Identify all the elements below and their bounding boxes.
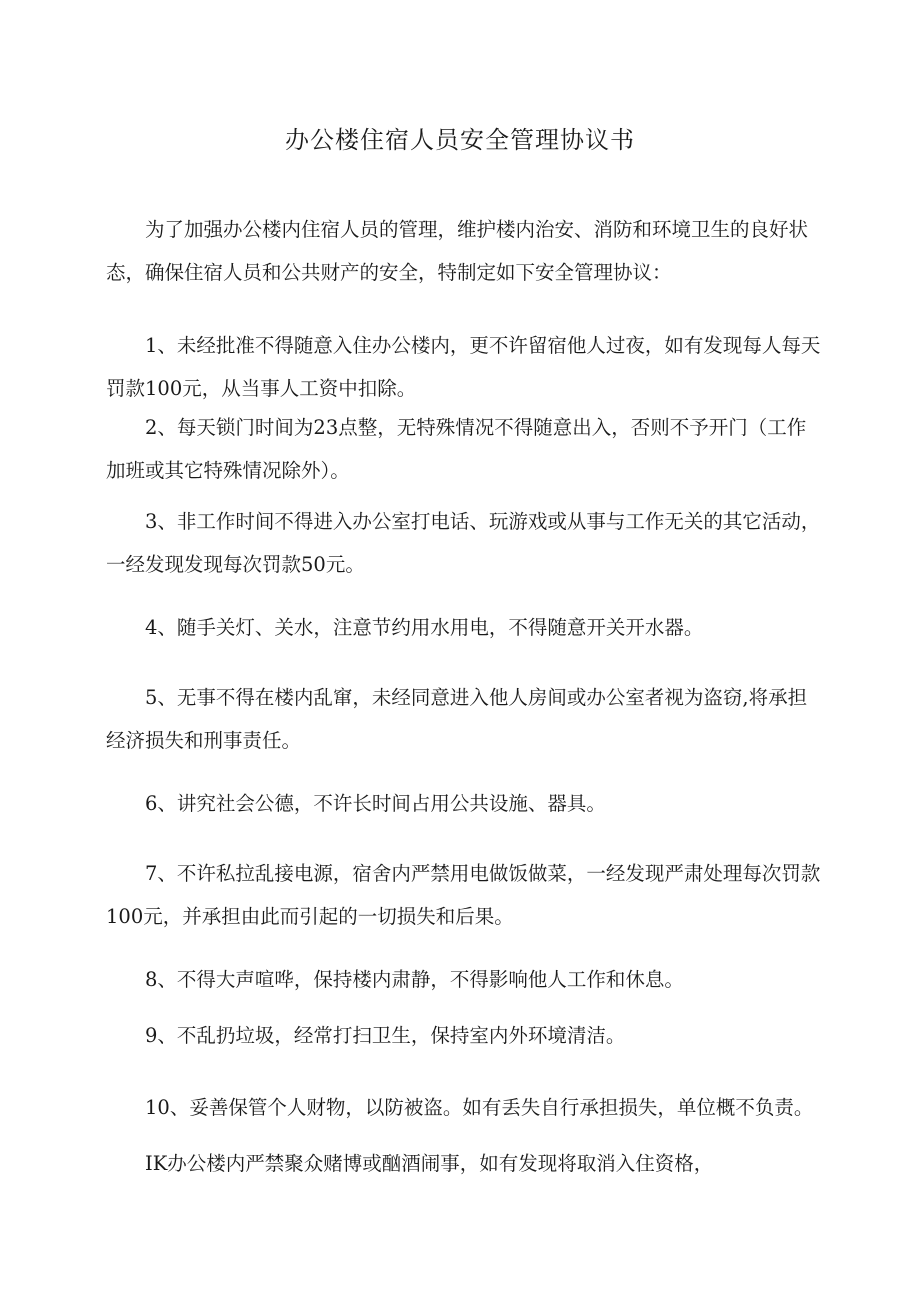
clause-9: 9、不乱扔垃圾，经常打扫卫生，保持室内外环境清洁。 bbox=[145, 1024, 626, 1047]
clause-8: 8、不得大声喧哗，保持楼内肃静，不得影响他人工作和休息。 bbox=[145, 968, 684, 991]
clause-3: 3、非工作时间不得进入办公室打电话、玩游戏或从事与工作无关的其它活动，一经发现发现每次罚款50元。 bbox=[106, 510, 821, 576]
clause-5: 5、无事不得在楼内乱窜，未经同意进入他人房间或办公室者视为盗窃,将承担经济损失和刑事责任。 bbox=[106, 686, 808, 752]
document-title: 办公楼住宿人员安全管理协议书 bbox=[285, 126, 635, 154]
clause-1: 1、未经批准不得随意入住办公楼内，更不许留宿他人过夜，如有发现每人每天罚款100元，从当事人工资中扣除。 bbox=[106, 334, 821, 400]
clause-7: 7、不许私拉乱接电源，宿舍内严禁用电做饭做菜，一经发现严肃处理每次罚款100元，并承担由此而引起的一切损失和后果。 bbox=[106, 862, 821, 928]
clause-4: 4、随手关灯、关水，注意节约用水用电，不得随意开关开水器。 bbox=[145, 616, 704, 639]
clause-6: 6、讲究社会公德，不许长时间占用公共设施、器具。 bbox=[145, 792, 606, 815]
clause-10: 10、妥善保管个人财物，以防被盗。如有丢失自行承担损失，单位概不负责。 bbox=[145, 1096, 814, 1119]
clause-2: 2、每天锁门时间为23点整，无特殊情况不得随意出入，否则不予开门（工作加班或其它特殊情况除外）。 bbox=[106, 416, 807, 482]
clause-11: IK办公楼内严禁聚众赌博或酗酒闹事，如有发现将取消入住资格， bbox=[145, 1152, 714, 1175]
intro-paragraph: 为了加强办公楼内住宿人员的管理，维护楼内治安、消防和环境卫生的良好状态，确保住宿人员和公共财产的安全，特制定如下安全管理协议： bbox=[106, 218, 809, 284]
